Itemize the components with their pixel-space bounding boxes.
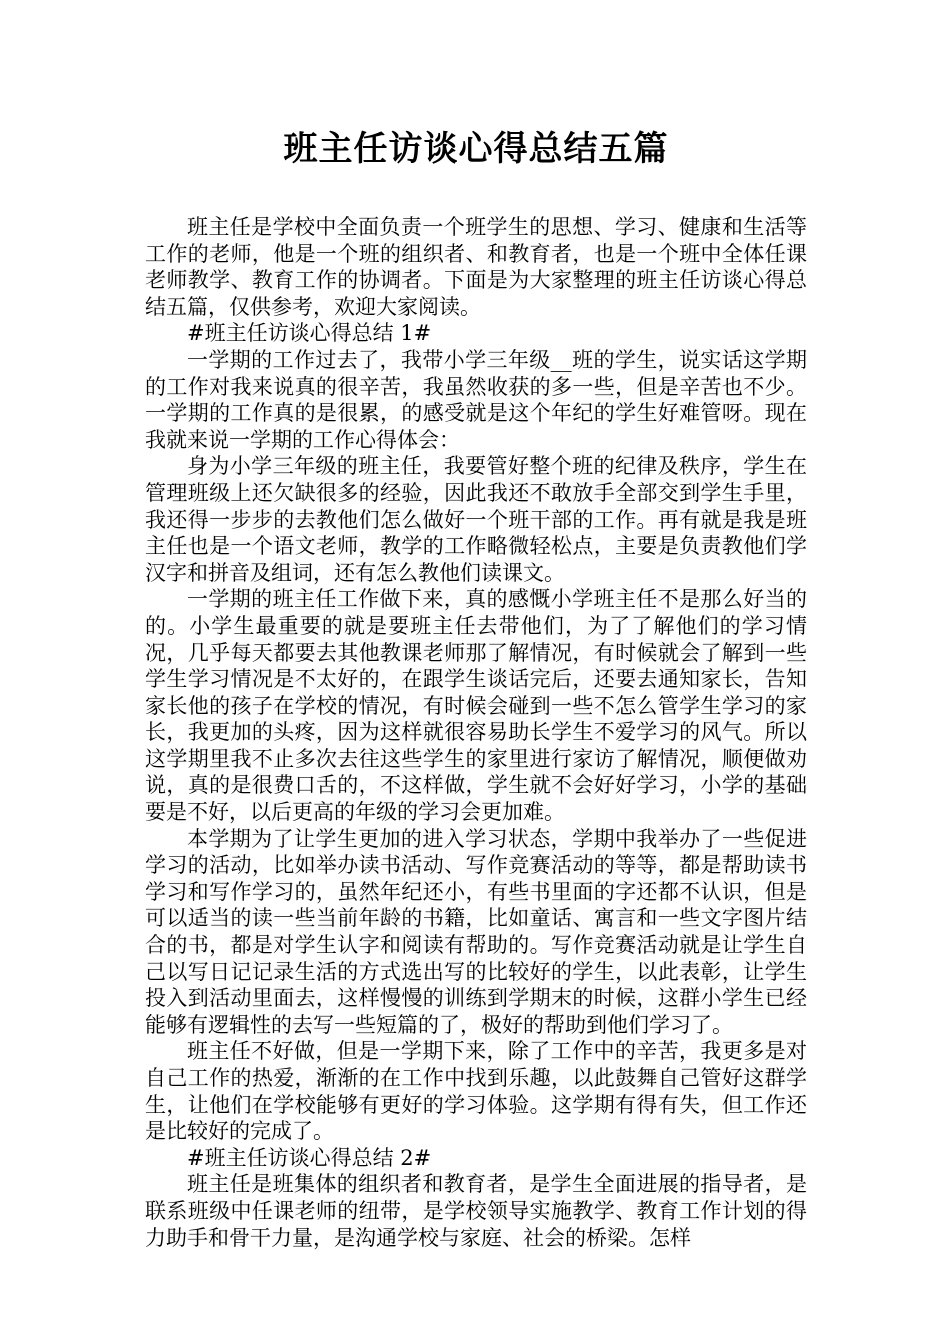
document-body (145, 214, 807, 1251)
body-paragraph: 身为小学三年级的班主任，我要管好整个班的纪律及秩序，学生在管理班级上还欠缺很多的经验，因此我还不敢放手全部交到学生手里，我还得一步步的去教他们怎么做好一个班干部的工作。再有就是我是班主任也是一个语文老师，教学的工作略微轻松点，主要是负责教他们学汉字和拼音及组词，还有怎么教他们读课文。 (145, 454, 807, 585)
body-paragraph: 一学期的班主任工作做下来，真的感慨小学班主任不是那么好当的的。小学生最重要的就是要班主任去带他们，为了了解他们的学习情况，几乎每天都要去其他教课老师那了解情况，有时候就会了解到一些学生学习情况是不太好的，在跟学生谈话完后，还要去通知家长，告知家长他的孩子在学校的情况，有时候会碰到一些不怎么管学生学习的家长，我更加的头疼，因为这样就很容易助长学生不爱学习的风气。所以这学期里我不止多次去往这些学生的家里进行家访了解情况，顺便做劝说，真的是很费口舌的，不这样做，学生就不会好好学习，小学的基础要是不好，以后更高的年级的学习会更加难。 (145, 587, 807, 825)
body-paragraph: 本学期为了让学生更加的进入学习状态，学期中我举办了一些促进学习的活动，比如举办读书活动、写作竞赛活动的等等，都是帮助读书学习和写作学习的，虽然年纪还小，有些书里面的字还都不认识，但是可以适当的读一些当前年龄的书籍，比如童话、寓言和一些文字图片结合的书，都是对学生认字和阅读有帮助的。写作竞赛活动就是让学生自己以写日记记录生活的方式选出写的比较好的学生，以此表彰，让学生投入到活动里面去，这样慢慢的训练到学期末的时候，这群小学生已经能够有逻辑性的去写一些短篇的了，极好的帮助到他们学习了。 (145, 826, 807, 1037)
section-heading-1: #班主任访谈心得总结 1# (187, 321, 432, 346)
body-paragraph: 班主任不好做，但是一学期下来，除了工作中的辛苦，我更多是对自己工作的热爱，渐渐的在工作中找到乐趣，以此鼓舞自己管好这群学生，让他们在学校能够有更好的学习体验。这学期有得有失，但工作还是比较好的完成了。 (145, 1039, 807, 1144)
body-paragraph: 一学期的工作过去了，我带小学三年级__班的学生，说实话这学期的工作对我来说真的很辛苦，我虽然收获的多一些，但是辛苦也不少。一学期的工作真的是很累，的感受就是这个年纪的学生好难管呀。现在我就来说一学期的工作心得体会： (145, 347, 807, 452)
document-page (145, 122, 807, 1251)
document-title: 班主任访谈心得总结五篇 (283, 129, 669, 169)
section-heading-2: #班主任访谈心得总结 2# (187, 1145, 432, 1170)
body-paragraph: 班主任是班集体的组织者和教育者，是学生全面进展的指导者，是联系班级中任课老师的纽带，是学校领导实施教学、教育工作计划的得力助手和骨干力量，是沟通学校与家庭、社会的桥梁。怎样 (145, 1172, 807, 1250)
intro-paragraph: 班主任是学校中全面负责一个班学生的思想、学习、健康和生活等工作的老师，他是一个班的组织者、和教育者，也是一个班中全体任课老师教学、教育工作的协调者。下面是为大家整理的班主任访谈心得总结五篇，仅供参考，欢迎大家阅读。 (145, 215, 807, 319)
